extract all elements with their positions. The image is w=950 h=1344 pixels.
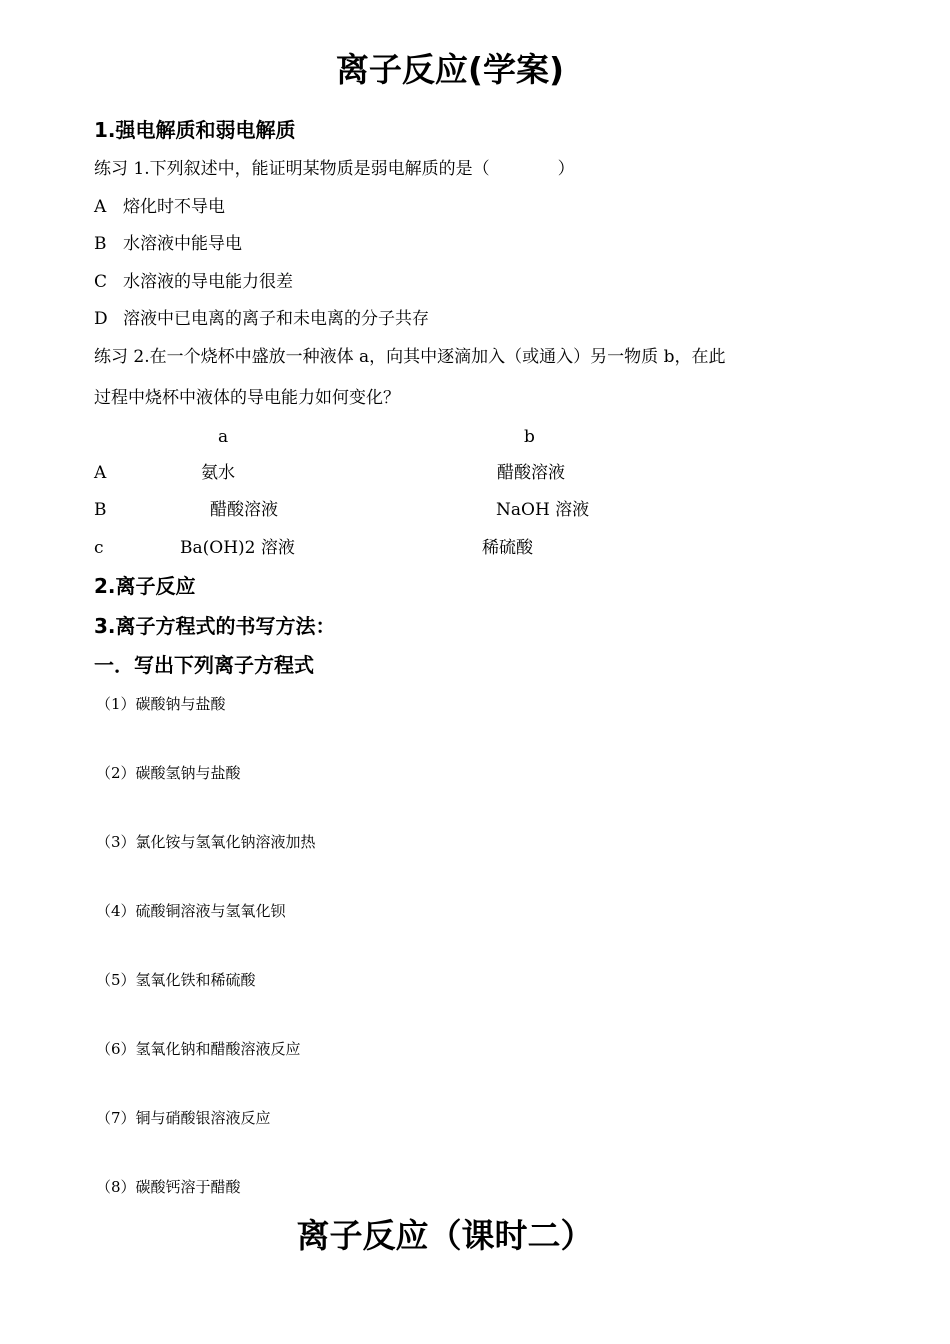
equation-item: （6）氢氧化钠和醋酸溶液反应 (96, 1040, 301, 1058)
section-heading-electrolytes: 1.强电解质和弱电解质 (94, 118, 296, 142)
exercise-2-row-a-value: 醋酸溶液 (210, 500, 278, 520)
exercise-1-option-text-a: 熔化时不导电 (123, 197, 225, 217)
part-heading-write-equations: 一．写出下列离子方程式 (94, 653, 314, 677)
exercise-1-option-letter-a: A (94, 197, 107, 217)
exercise-2-row-a-value: Ba(OH)2 溶液 (180, 538, 295, 558)
section-heading-ionic-reaction: 2.离子反应 (94, 574, 196, 598)
equation-item: （5）氢氧化铁和稀硫酸 (96, 971, 256, 989)
page-title: 离子反应(学案) (335, 50, 565, 89)
equation-item: （4）硫酸铜溶液与氢氧化钡 (96, 902, 286, 920)
equation-item: （2）碳酸氢钠与盐酸 (96, 764, 241, 782)
exercise-2-question-line-1: 练习 2.在一个烧杯中盛放一种液体 a，向其中逐滴加入（或通入）另一物质 b，在此 (94, 347, 726, 367)
exercise-2-column-a-header: a (218, 427, 229, 447)
exercise-2-row-letter: c (94, 538, 104, 558)
exercise-2-row-letter: A (94, 463, 107, 483)
second-page-title: 离子反应（课时二） (296, 1216, 594, 1255)
exercise-1-option-text-d: 溶液中已电离的离子和未电离的分子共存 (123, 309, 429, 329)
exercise-2-question-line-2: 过程中烧杯中液体的导电能力如何变化？ (94, 388, 400, 408)
exercise-2-column-b-header: b (524, 427, 535, 447)
exercise-1-option-text-b: 水溶液中能导电 (123, 234, 242, 254)
exercise-1-option-letter-b: B (94, 234, 107, 254)
exercise-2-row-b-value: 醋酸溶液 (497, 463, 565, 483)
equation-item: （3）氯化铵与氢氧化钠溶液加热 (96, 833, 316, 851)
exercise-1-option-letter-d: D (94, 309, 108, 329)
exercise-1-option-letter-c: C (94, 272, 108, 292)
exercise-2-row-letter: B (94, 500, 107, 520)
exercise-2-row-a-value: 氨水 (201, 463, 235, 483)
exercise-2-row-b-value: NaOH 溶液 (496, 500, 590, 520)
exercise-1-question: 练习 1.下列叙述中，能证明某物质是弱电解质的是（ ） (94, 159, 575, 179)
exercise-2-row-b-value: 稀硫酸 (482, 538, 533, 558)
equation-item: （7）铜与硝酸银溶液反应 (96, 1109, 271, 1127)
equation-item: （1）碳酸钠与盐酸 (96, 695, 226, 713)
equation-item: （8）碳酸钙溶于醋酸 (96, 1178, 241, 1196)
exercise-1-option-text-c: 水溶液的导电能力很差 (123, 272, 293, 292)
section-heading-writing-method: 3.离子方程式的书写方法： (94, 614, 336, 638)
